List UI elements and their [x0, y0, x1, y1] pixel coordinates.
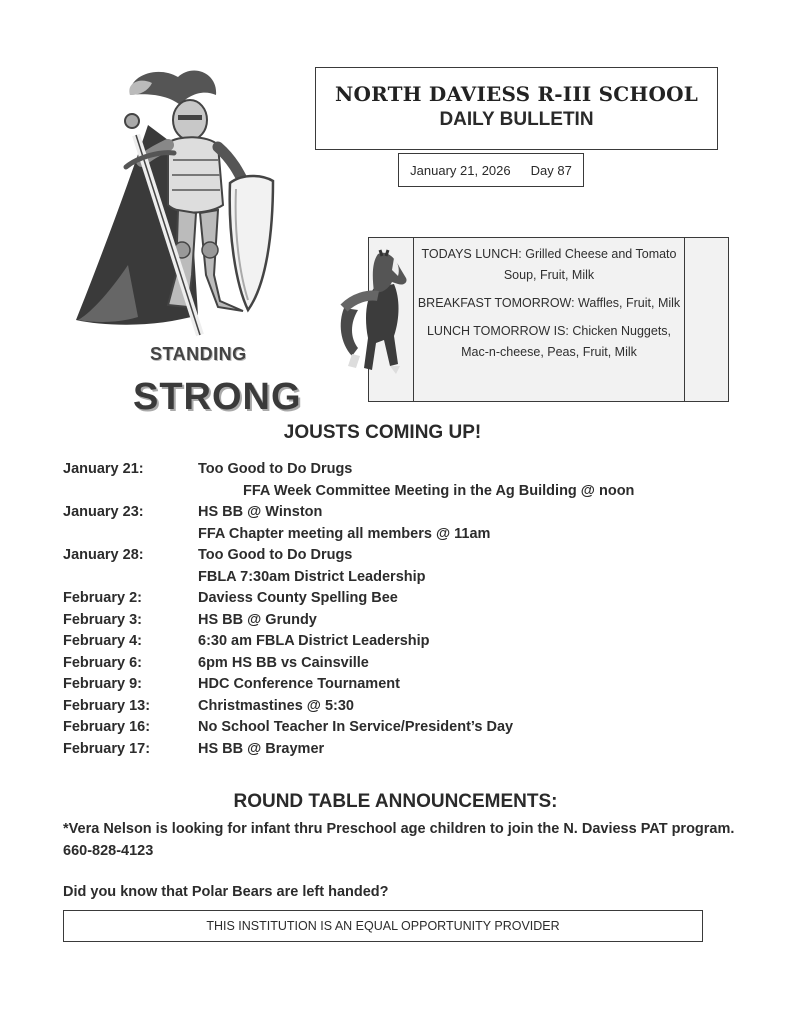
event-text: HDC Conference Tournament — [198, 676, 400, 692]
event-row — [63, 696, 743, 718]
event-text: HS BB @ Braymer — [198, 740, 325, 757]
event-row — [63, 588, 743, 610]
bulletin-date: January 21, 2026 — [410, 162, 511, 178]
event-date: February 9: — [63, 676, 142, 692]
lunch-tomorrow: LUNCH TOMORROW IS: Chicken Nuggets, Mac-n-cheese, Peas, Fruit, Milk — [426, 324, 672, 359]
announcement-item: *Vera Nelson is looking for infant thru Preschool age children to join the N. Daviess PAT program. 660-828-4123 — [63, 821, 735, 859]
event-row — [63, 567, 743, 589]
event-date: February 2: — [63, 590, 142, 606]
event-row — [63, 717, 743, 739]
event-text: HS BB @ Grundy — [198, 611, 317, 628]
slogan-strong: STRONG — [133, 376, 302, 418]
event-date: January 23: — [63, 504, 144, 520]
event-row — [63, 739, 743, 761]
school-day: Day 87 — [530, 162, 572, 178]
event-text: No School Teacher In Service/President’s Day — [198, 719, 514, 735]
breakfast-tomorrow: BREAKFAST TOMORROW: Waffles, Fruit, Milk — [417, 296, 681, 310]
event-row — [63, 524, 743, 546]
event-row — [63, 502, 743, 524]
event-text: HS BB @ Winston — [198, 504, 323, 520]
event-date: February 13: — [63, 697, 151, 714]
menu-box — [368, 237, 729, 402]
event-date: February 3: — [63, 611, 142, 628]
knight-icon — [68, 65, 288, 345]
event-text: FBLA 7:30am District Leadership — [198, 568, 426, 585]
todays-lunch: TODAYS LUNCH: Grilled Cheese and Tomato Soup, Fruit, Milk — [421, 247, 677, 282]
event-text: Too Good to Do Drugs — [198, 547, 353, 563]
event-date — [63, 567, 198, 589]
event-date: February 6: — [63, 654, 142, 671]
horse-icon — [334, 248, 414, 386]
event-text: FFA Week Committee Meeting in the Ag Building @ noon — [243, 482, 635, 499]
event-text: Christmastines @ 5:30 — [198, 697, 354, 714]
equal-opportunity-notice: THIS INSTITUTION IS AN EQUAL OPPORTUNITY PROVIDER — [63, 910, 703, 942]
event-text: Too Good to Do Drugs — [198, 461, 353, 477]
event-date: February 4: — [63, 633, 142, 649]
events-list — [63, 459, 743, 760]
menu-divider-right — [684, 238, 685, 401]
event-text: FFA Chapter meeting all members @ 11am — [198, 525, 491, 542]
date-box — [398, 153, 584, 187]
event-row — [63, 481, 743, 503]
event-date: January 28: — [63, 547, 144, 563]
event-row — [63, 459, 743, 481]
event-row — [63, 545, 743, 567]
bulletin-title: DAILY BULLETIN — [439, 109, 594, 130]
title-box — [315, 67, 718, 150]
slogan-standing: STANDING — [150, 344, 247, 364]
event-date: February 17: — [63, 740, 151, 757]
menu-text — [415, 244, 683, 370]
event-text: Daviess County Spelling Bee — [198, 590, 398, 606]
school-name: NORTH DAVIESS R-III SCHOOL — [335, 82, 698, 106]
fun-fact: Did you know that Polar Bears are left handed? — [63, 884, 389, 900]
event-date — [63, 481, 198, 503]
event-row — [63, 674, 743, 696]
event-row — [63, 631, 743, 653]
event-row — [63, 610, 743, 632]
event-text: 6pm HS BB vs Cainsville — [198, 654, 369, 671]
event-row — [63, 653, 743, 675]
event-date: January 21: — [63, 461, 144, 477]
announcements-heading: ROUND TABLE ANNOUNCEMENTS: — [233, 791, 558, 812]
event-date: February 16: — [63, 719, 151, 735]
jousts-heading — [0, 422, 791, 444]
event-date — [63, 524, 198, 546]
event-text: 6:30 am FBLA District Leadership — [198, 633, 430, 649]
jousts-title: JOUSTS COMING UP! — [283, 422, 482, 443]
